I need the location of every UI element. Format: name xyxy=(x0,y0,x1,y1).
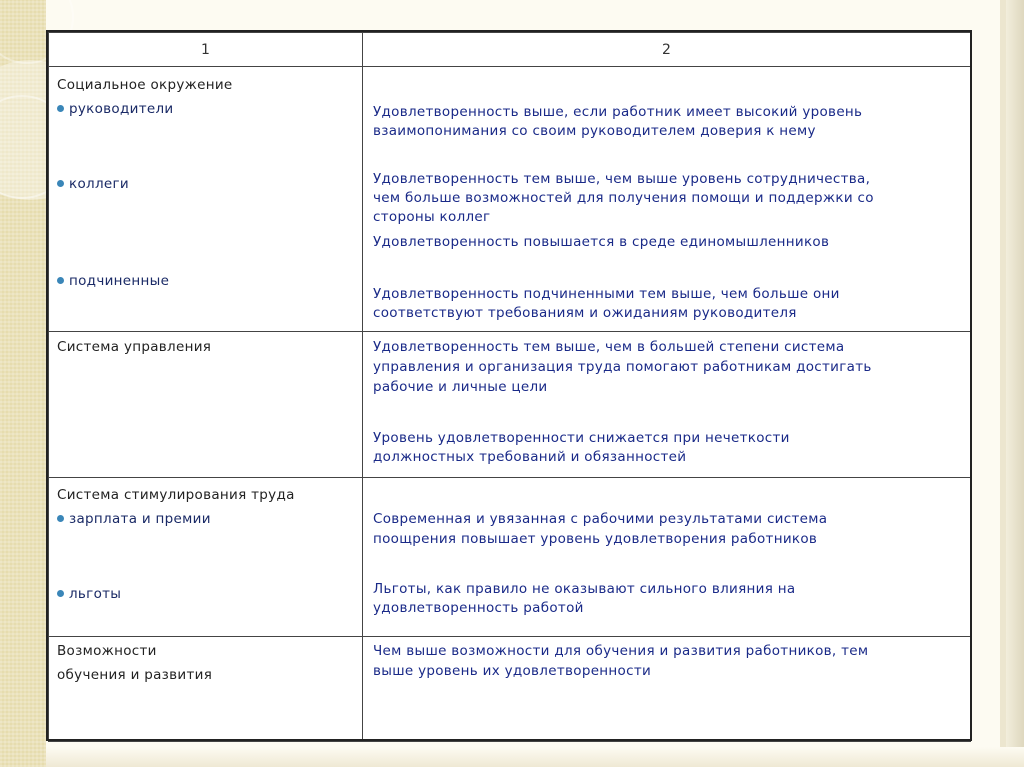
description-line: Удовлетворенность повышается в среде единомышленников xyxy=(373,234,830,250)
table-row xyxy=(49,478,971,637)
description-line: соответствуют требованиям и ожиданиям руководителя xyxy=(373,305,797,321)
description-line: Льготы, как правило не оказывают сильного влияния на xyxy=(373,581,796,597)
factor-bullet xyxy=(57,585,121,603)
description-line: удовлетворенность работой xyxy=(373,600,584,616)
factor-bullet xyxy=(57,175,129,193)
description-line: Современная и увязанная с рабочими результатами система xyxy=(373,511,828,527)
description-cell xyxy=(363,332,971,478)
factor-title: Возможности xyxy=(57,643,157,659)
bullet-label: льготы xyxy=(69,586,122,602)
factor-bullet xyxy=(57,100,173,118)
factor-cell xyxy=(49,478,363,637)
description-line: Чем выше возможности для обучения и развития работников, тем xyxy=(373,643,869,659)
bullet-label: руководители xyxy=(69,101,174,117)
description-line: Уровень удовлетворенности снижается при нечеткости xyxy=(373,430,790,446)
factor-title: Система управления xyxy=(57,339,212,355)
factor-bullet xyxy=(57,272,169,290)
bullet-icon xyxy=(57,105,64,112)
description-cell xyxy=(363,67,971,332)
bullet-icon xyxy=(57,277,64,284)
bullet-label: коллеги xyxy=(69,176,129,192)
bullet-icon xyxy=(57,180,64,187)
factor-cell xyxy=(49,332,363,478)
description-line: Удовлетворенность тем выше, чем выше уровень сотрудничества, xyxy=(373,171,871,187)
bullet-icon xyxy=(57,515,64,522)
factor-title: Система стимулирования труда xyxy=(57,487,295,503)
description-line: стороны коллег xyxy=(373,209,491,225)
description-line: взаимопонимания со своим руководителем доверия к нему xyxy=(373,123,816,139)
table-row xyxy=(49,332,971,478)
table-header-row xyxy=(49,33,971,67)
description-line: Удовлетворенность подчиненными тем выше, чем больше они xyxy=(373,286,840,302)
factor-bullet xyxy=(57,510,211,528)
description-line: должностных требований и обязанностей xyxy=(373,449,687,465)
description-line: чем больше возможностей для получения помощи и поддержки со xyxy=(373,190,874,206)
factor-cell xyxy=(49,637,363,742)
description-line: Удовлетворенность выше, если работник имеет высокий уровень xyxy=(373,104,863,120)
table-row xyxy=(49,67,971,332)
column-header-2: 2 xyxy=(363,33,971,67)
satisfaction-factors-table xyxy=(48,32,971,742)
description-cell xyxy=(363,478,971,637)
description-line: управления и организация труда помогают работникам достигать xyxy=(373,359,872,375)
decorative-left-band xyxy=(0,0,46,767)
bullet-icon xyxy=(57,590,64,597)
decorative-right-edge xyxy=(1006,0,1024,767)
factor-title: Социальное окружение xyxy=(57,77,233,93)
factor-cell xyxy=(49,67,363,332)
description-line: выше уровень их удовлетворенности xyxy=(373,663,652,679)
description-line: поощрения повышает уровень удовлетворения работников xyxy=(373,531,818,547)
bullet-label: зарплата и премии xyxy=(69,511,211,527)
factor-title: обучения и развития xyxy=(57,667,213,683)
column-header-1: 1 xyxy=(49,33,363,67)
description-line: Удовлетворенность тем выше, чем в большей степени система xyxy=(373,339,845,355)
bullet-label: подчиненные xyxy=(69,273,170,289)
table-row xyxy=(49,637,971,742)
decorative-bottom-shadow xyxy=(46,747,1024,767)
description-cell xyxy=(363,637,971,742)
description-line: рабочие и личные цели xyxy=(373,379,548,395)
